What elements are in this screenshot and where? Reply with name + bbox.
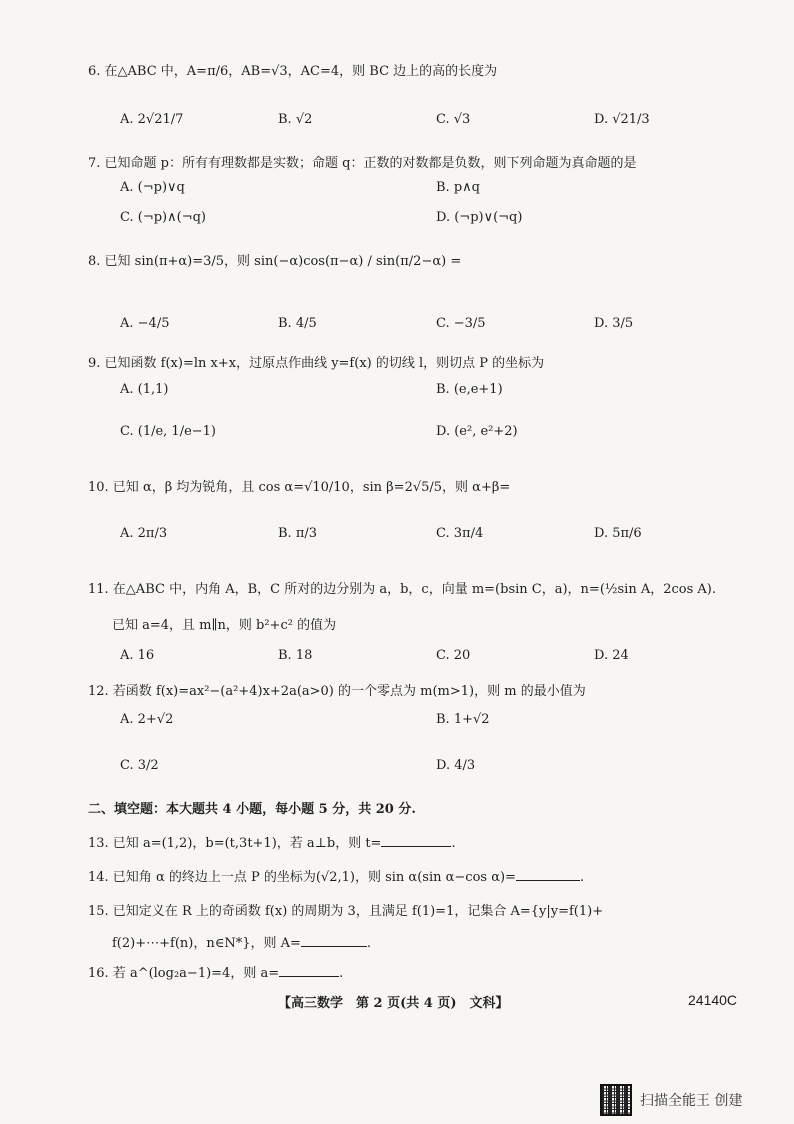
- question-9-option-c: C. (1/e, 1/e−1): [120, 424, 217, 439]
- scanner-watermark: [600, 1084, 742, 1116]
- question-7-option-a: A. (¬p)∨q: [120, 180, 185, 195]
- question-7-stem: 7. 已知命题 p：所有有理数都是实数；命题 q：正数的对数都是负数，则下列命题为真命题的是: [88, 156, 637, 171]
- question-11-stem-line2: 已知 a=4，且 m∥n，则 b²+c² 的值为: [112, 618, 337, 633]
- question-13-period: .: [451, 836, 456, 851]
- question-13-text: 13. 已知 a=(1,2)，b=(t,3t+1)，若 a⊥b，则 t=: [88, 836, 382, 851]
- question-15-period: .: [366, 936, 372, 951]
- question-16-text: 16. 若 a^(log₂a−1)=4，则 a=: [88, 966, 280, 981]
- question-8-option-b: B. 4/5: [278, 316, 317, 331]
- question-15-text: f(2)+⋯+f(n)，n∈N*}，则 A=: [112, 936, 301, 951]
- question-12-option-a: A. 2+√2: [120, 712, 174, 727]
- question-9-stem: 9. 已知函数 f(x)=ln x+x，过原点作曲线 y=f(x) 的切线 l，则切点 P 的坐标为: [88, 356, 545, 371]
- question-16-blank[interactable]: [279, 964, 339, 977]
- question-11-option-a: A. 16: [120, 648, 155, 663]
- question-9-option-a: A. (1,1): [120, 382, 169, 397]
- question-10-option-b: B. π/3: [278, 526, 318, 541]
- question-10-stem: 10. 已知 α，β 均为锐角，且 cos α=√10/10，sin β=2√5/5，则 α+β=: [88, 480, 511, 495]
- scanner-label: 扫描全能王 创建: [640, 1093, 743, 1109]
- question-14-period: .: [579, 870, 585, 885]
- question-10-option-c: C. 3π/4: [436, 526, 484, 541]
- question-11-option-b: B. 18: [278, 648, 313, 663]
- question-11-stem: 11. 在△ABC 中，内角 A，B，C 所对的边分别为 a，b，c，向量 m=(bsin C，a)，n=(½sin A，2cos A).: [88, 582, 716, 597]
- question-14: [88, 866, 584, 885]
- question-15-line1: 15. 已知定义在 R 上的奇函数 f(x) 的周期为 3，且满足 f(1)=1，记集合 A={y|y=f(1)+: [88, 904, 604, 919]
- question-9-option-b: B. (e,e+1): [436, 382, 503, 397]
- question-10-option-d: D. 5π/6: [594, 526, 642, 541]
- question-12-option-c: C. 3/2: [120, 758, 159, 773]
- qr-code-icon: [600, 1084, 632, 1116]
- question-12-option-d: D. 4/3: [436, 758, 476, 773]
- question-9-option-d: D. (e², e²+2): [436, 424, 518, 439]
- question-7-option-d: D. (¬p)∨(¬q): [436, 210, 523, 225]
- question-11-option-d: D. 24: [594, 648, 629, 663]
- question-7-option-b: B. p∧q: [436, 180, 480, 195]
- question-16-period: .: [339, 966, 344, 981]
- question-6-stem: 6. 在△ABC 中，A=π/6，AB=√3，AC=4，则 BC 边上的高的长度为: [88, 64, 498, 79]
- section-2-heading: 二、填空题：本大题共 4 小题，每小题 5 分，共 20 分.: [88, 802, 416, 817]
- question-13-blank[interactable]: [381, 834, 451, 847]
- question-10-option-a: A. 2π/3: [120, 526, 168, 541]
- page-footer: 【高三数学 第 2 页(共 4 页) 文科】: [278, 996, 509, 1011]
- exam-code: 24140C: [688, 992, 738, 1008]
- question-12-stem: 12. 若函数 f(x)=ax²−(a²+4)x+2a(a>0) 的一个零点为 m(m>1)，则 m 的最小值为: [88, 684, 586, 699]
- question-12-option-b: B. 1+√2: [436, 712, 490, 727]
- question-14-text: 14. 已知角 α 的终边上一点 P 的坐标为(√2,1)，则 sin α(sin α−cos α)=: [88, 870, 516, 885]
- question-6-option-d: D. √21/3: [594, 112, 650, 127]
- question-8-option-c: C. −3/5: [436, 316, 486, 331]
- question-11-option-c: C. 20: [436, 648, 471, 663]
- question-6-option-b: B. √2: [278, 112, 313, 127]
- question-15-blank[interactable]: [301, 934, 367, 947]
- question-13: [88, 832, 456, 851]
- question-15: [112, 932, 371, 951]
- question-6-option-c: C. √3: [436, 112, 471, 127]
- question-16: [88, 962, 343, 981]
- question-8-option-a: A. −4/5: [120, 316, 170, 331]
- question-8-stem: 8. 已知 sin(π+α)=3/5，则 sin(−α)cos(π−α) / sin(π/2−α) =: [88, 254, 462, 269]
- question-7-option-c: C. (¬p)∧(¬q): [120, 210, 206, 225]
- question-8-option-d: D. 3/5: [594, 316, 634, 331]
- question-6-option-a: A. 2√21/7: [120, 112, 184, 127]
- question-14-blank[interactable]: [516, 868, 580, 881]
